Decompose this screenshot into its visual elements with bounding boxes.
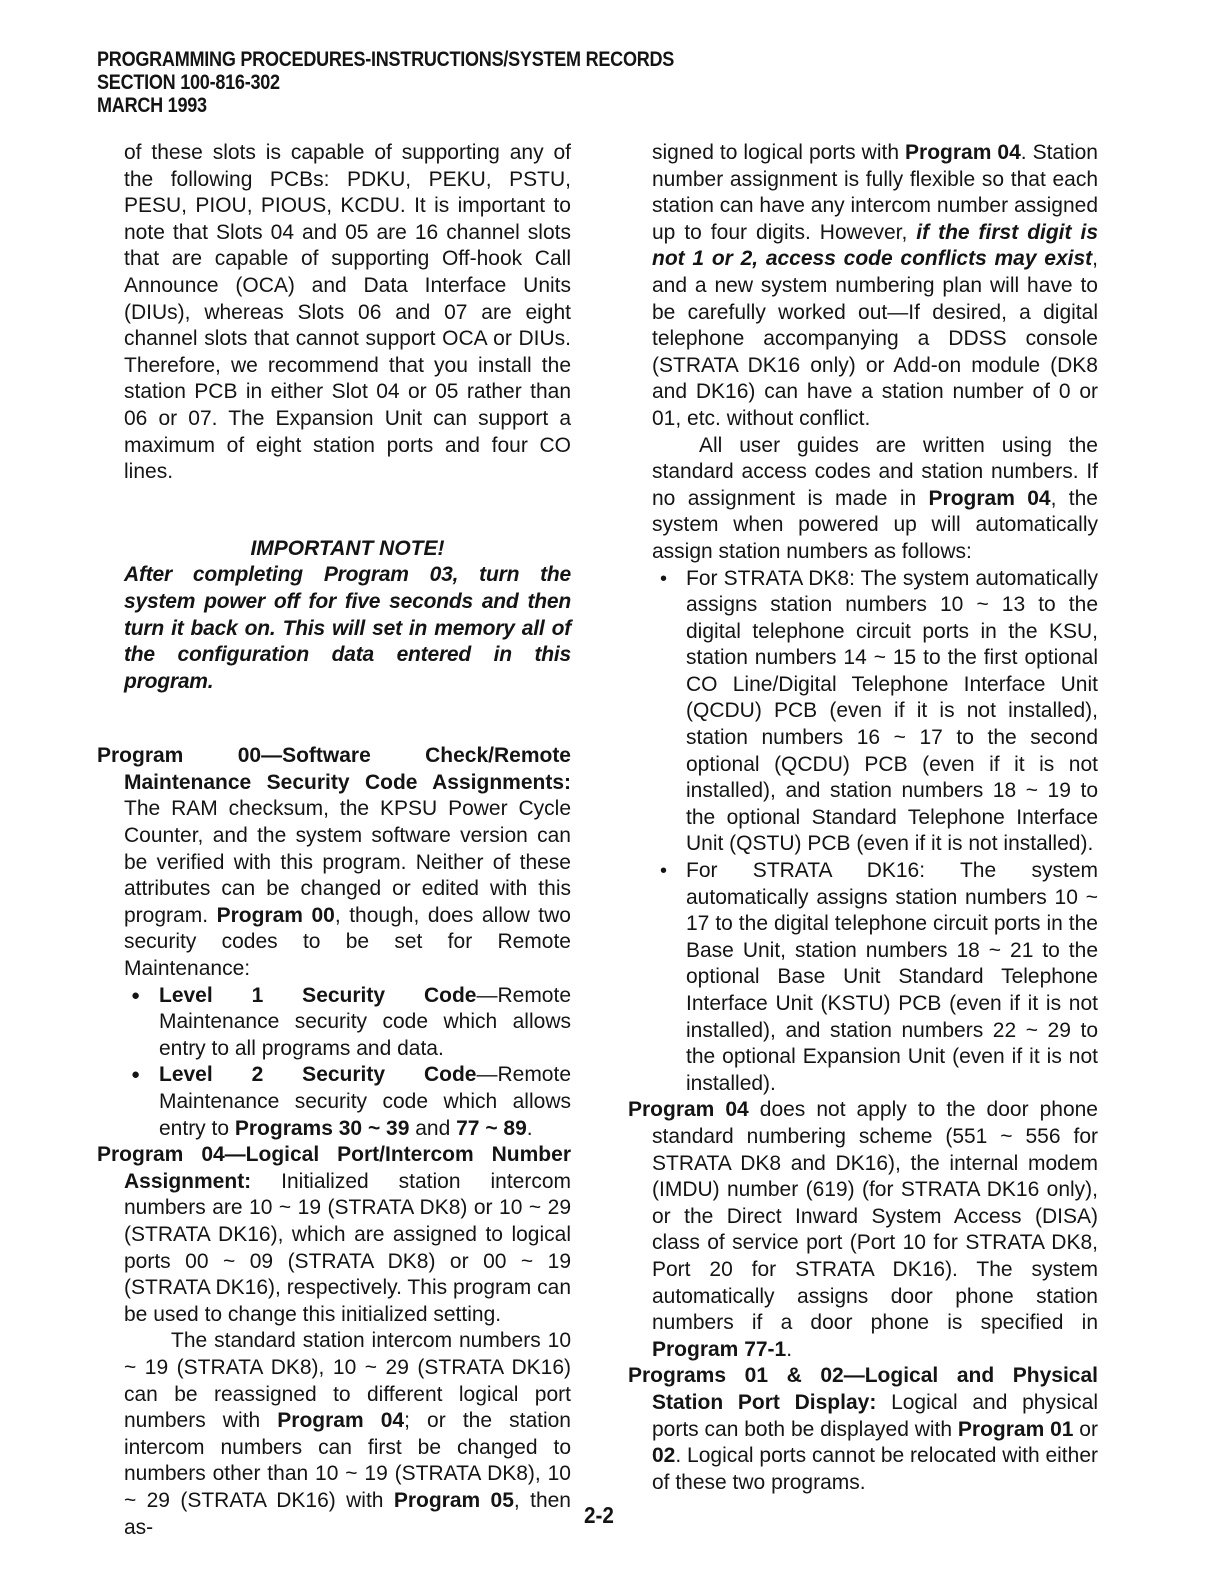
level-2-end: . [526,1116,533,1140]
important-note [97,536,571,696]
program-00-text2: , though, does allow two security codes to be set for Remote Maintenance: [124,903,571,981]
program-00-heading: Program 00—Software Check/Remote Maintenance Security Code Assignments: [97,744,571,794]
security-code-list [97,983,571,1143]
right-column [628,140,1098,1496]
level-2-programs2: 77 ~ 89 [456,1116,527,1140]
programs-01-02-end: . Logical ports cannot be relocated with either of these two programs. [652,1444,1098,1494]
program-00-section [97,743,571,1142]
cont-warning: if the first digit is not 1 or 2, access code conflicts may exist [652,220,1098,271]
level-1-text: —Remote Maintenance security code which allows entry to all programs and data. [159,983,571,1060]
level-2-programs: Programs 30 ~ 39 [234,1116,410,1140]
header-section: SECTION 100-816-302 [97,71,280,94]
header-title: PROGRAMMING PROCEDURES-INSTRUCTIONS/SYSTEM RECORDS [97,48,675,71]
list-item: • For STRATA DK16: The system automatically assigns station numbers 10 ~ 17 to the digital telephone circuit ports in the Base Unit, station numbers 18 ~ 21 to the optional Base Unit Standard Telephone Interface Unit (KSTU) PCB (even if it is not installed), and station numbers 22 ~ 29 to the optional Expansion Unit (even if it is not installed). [686,858,1098,1097]
para2-program-ref: Program 04 [928,486,1051,510]
door-phone-text: does not apply to the door phone standard numbering scheme (551 ~ 556 for STRATA DK8 and DK16), the internal modem (IMDU) number (619) (for STRATA DK16 only), or the Direct Inward System Access (DISA) class of service port (Port 10 for STRATA DK8, Port 20 for STRATA DK16). The system automatically assigns door phone station numbers if a door phone is specified in [652,1098,1098,1335]
program-04-text: Initialized station intercom numbers are 10 ~ 19 (STRATA DK8) or 10 ~ 29 (STRATA DK16), which are assigned to logical ports 00 ~ 09 (STRATA DK8) or 00 ~ 19 (STRATA DK16), respectively. This program can be used to change this initialized setting. [124,1169,571,1326]
program-77-1-ref: Program 77-1 [652,1337,787,1361]
program-04-p2b: ; or the station intercom numbers can first be changed to numbers other than 10 ~ 19 (STRATA DK8), 10 ~ 29 (STRATA DK16) with [124,1409,571,1512]
program-04-section [97,1142,571,1541]
program-04-paragraph [97,1142,571,1328]
user-guides-paragraph [628,433,1098,566]
program-00-ref: Program 00 [216,903,335,927]
program-04-ref-2: Program 04 [628,1098,749,1122]
program-02-ref: 02 [652,1444,676,1468]
program-04-p2a: The standard station intercom numbers 10 ~ 19 (STRATA DK8), 10 ~ 29 (STRATA DK16) can be reassigned to different logical port numbers with [124,1329,571,1433]
level-2-text: —Remote Maintenance security code which allows entry to [159,1063,571,1140]
para2-a: All user guides are written using the standard access codes and station numbers. If no assignment is made in [652,433,1098,510]
program-04-paragraph-2 [97,1328,571,1541]
level-2-and: and [409,1116,457,1140]
programs-01-02-heading: Programs 01 & 02—Logical and Physical Station Port Display: [628,1364,1098,1414]
note-title: IMPORTANT NOTE! [250,536,445,560]
continuation-paragraph [628,140,1098,433]
level-2-heading: Level 2 Security Code [159,1063,477,1087]
level-1-heading: Level 1 Security Code [159,983,477,1007]
intro-paragraph: of these slots is capable of supporting any of the following PCBs: PDKU, PEKU, PSTU, PESU, PIOU, PIOUS, KCDU. It is important to note that Slots 04 and 05 are 16 channel slots that are capable of supporting Off-hook Call Announce (OCA) and Data Interface Units (DIUs), whereas Slots 06 and 07 are eight channel slots that cannot support OCA or DIUs. Therefore, we recommend that you install the station PCB in either Slot 04 or 05 rather than 06 or 07. The Expansion Unit can support a maximum of eight station ports and four CO lines. [124,141,571,484]
program-04-p2c: , then as- [124,1488,571,1539]
programs-or: or [1073,1417,1098,1441]
cont-c: , and a new system numbering plan will have to be carefully worked out—If desired, a digital telephone accompanying a DDSS console (STRATA DK16 only) or Add-on module (DK8 and DK16) can have a station number of 0 or 01, etc. without conflict. [652,247,1098,430]
programs-01-02-text: Logical and physical ports can both be displayed with [652,1390,1098,1441]
program-04-ref: Program 04 [277,1409,405,1433]
program-01-ref: Program 01 [957,1417,1074,1441]
program-00-paragraph [97,743,571,982]
cont-program-ref: Program 04 [905,141,1021,164]
list-item [159,1062,571,1142]
door-phone-end: . [786,1337,793,1361]
cont-b: . Station number assignment is fully flexible so that each station can have any intercom number assigned up to four digits. However, [652,141,1098,244]
list-item [159,983,571,1063]
list-item: • For STRATA DK8: The system automatically assigns station numbers 10 ~ 13 to the digital telephone circuit ports in the KSU, station numbers 14 ~ 15 to the first optional CO Line/Digital Telephone Interface Unit (QCDU) PCB (even if it is not installed), station numbers 16 ~ 17 to the second optional (QCDU) PCB (even if it is not installed), and station numbers 18 ~ 19 to the optional Standard Telephone Interface Unit (QSTU) PCB (even if it is not installed). [686,566,1098,859]
header-date: MARCH 1993 [97,94,207,117]
note-body: After completing Program 03, turn the system power off for five seconds and then turn it back on. This will set in memory all of the configuration data entered in this program. [124,563,571,693]
program-00-text: The RAM checksum, the KPSU Power Cycle Counter, and the system software version can be verified with this program. Neither of these attributes can be changed or edited with this program. [124,797,571,927]
program-04-heading: Program 04—Logical Port/Intercom Number Assignment: [97,1143,571,1193]
programs-01-02-paragraph [628,1363,1098,1496]
program-05-ref: Program 05 [393,1488,514,1512]
left-column [97,140,571,1541]
page-header [97,48,699,117]
default-numbering-list [628,566,1098,1098]
page-number: 2-2 [584,1502,614,1528]
para2-b: , the system when powered up will automatically assign station numbers as follows: [652,486,1098,563]
cont-a: signed to logical ports with [652,141,906,164]
program-04-door-phone-paragraph [628,1097,1098,1363]
